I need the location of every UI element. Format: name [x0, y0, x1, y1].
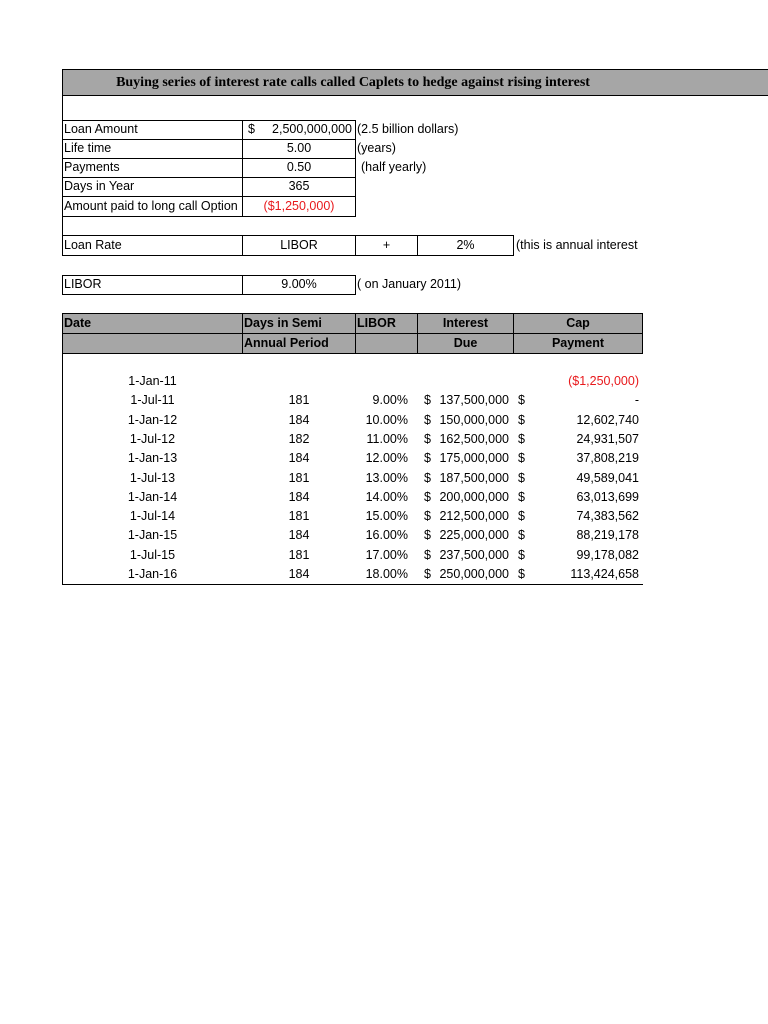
row-libor: 9.00%: [372, 393, 408, 407]
life-time-label: Life time: [64, 141, 112, 155]
row-libor: 10.00%: [365, 413, 408, 427]
row-cap-currency: $: [518, 528, 525, 542]
row-cap: 113,424,658: [570, 567, 639, 581]
libor-note: ( on January 2011): [357, 277, 461, 291]
row-libor: 14.00%: [365, 490, 408, 504]
row-interest: 187,500,000: [439, 471, 509, 485]
row-days: 184: [288, 413, 310, 427]
row-cap-currency: $: [518, 471, 525, 485]
payments-value: 0.50: [286, 160, 312, 174]
loan-rate-label: Loan Rate: [64, 238, 122, 252]
row-interest: 175,000,000: [439, 451, 509, 465]
table-bottom-border: [62, 584, 643, 585]
row-cap: 49,589,041: [576, 471, 639, 485]
row-date: 1-Jul-14: [129, 509, 176, 523]
payments-label: Payments: [64, 160, 120, 174]
libor-value: 9.00%: [281, 277, 317, 291]
header-days-line1: Days in Semi: [244, 316, 322, 330]
row-date: 1-Jul-13: [129, 471, 176, 485]
days-label: Days in Year: [64, 179, 135, 193]
row-interest: 250,000,000: [439, 567, 509, 581]
row-date: 1-Jan-13: [127, 451, 178, 465]
row-interest: 200,000,000: [439, 490, 509, 504]
row-days: 181: [288, 548, 310, 562]
row-days: 184: [288, 528, 310, 542]
loan-amount-label: Loan Amount: [64, 122, 138, 136]
row-interest-currency: $: [424, 548, 431, 562]
row-interest: 137,500,000: [439, 393, 509, 407]
row-days: 184: [288, 490, 310, 504]
row-date: 1-Jul-15: [129, 548, 176, 562]
row-interest: 150,000,000: [439, 413, 509, 427]
sheet-title: Buying series of interest rate calls called Caplets to hedge against rising interest: [116, 75, 590, 90]
row-cap-currency: [518, 372, 530, 391]
row-cap-currency: $: [518, 451, 525, 465]
header-cap-line2: Payment: [551, 336, 605, 350]
row-cap: ($1,250,000): [568, 374, 639, 388]
header-interest-line2: Due: [453, 336, 478, 350]
row-days: 184: [288, 567, 310, 581]
row-interest: [436, 372, 509, 391]
row-date: 1-Jan-12: [127, 413, 178, 427]
life-time-note: (years): [357, 141, 396, 155]
header-date: Date: [64, 316, 92, 330]
row-date: 1-Jan-14: [127, 490, 178, 504]
row-interest: 237,500,000: [439, 548, 509, 562]
loan-rate-left-border: [62, 217, 63, 235]
header-days-line2: Annual Period: [244, 336, 329, 350]
libor-label: LIBOR: [64, 277, 102, 291]
loan-amount-value: 2,500,000,000: [272, 122, 352, 136]
row-date: 1-Jul-12: [129, 432, 176, 446]
row-interest-currency: $: [424, 471, 431, 485]
row-libor: 18.00%: [365, 567, 408, 581]
row-interest-currency: $: [424, 567, 431, 581]
header-interest-line1: Interest: [442, 316, 489, 330]
header-libor: LIBOR: [357, 316, 396, 330]
days-value: 365: [288, 179, 310, 193]
header-cap-line1: Cap: [566, 316, 590, 330]
row-cap: 99,178,082: [576, 548, 639, 562]
row-cap: 24,931,507: [576, 432, 639, 446]
row-libor: 13.00%: [365, 471, 408, 485]
row-date: 1-Jan-11: [128, 374, 177, 388]
row-libor: 17.00%: [365, 548, 408, 562]
loan-rate-spread: 2%: [456, 238, 475, 252]
row-interest-currency: $: [424, 432, 431, 446]
payments-note: (half yearly): [361, 160, 427, 174]
row-interest: 212,500,000: [439, 509, 509, 523]
row-cap-currency: $: [518, 413, 525, 427]
premium-value: ($1,250,000): [263, 199, 335, 213]
loan-rate-note: (this is annual interest: [516, 238, 638, 252]
header2-libor-cell: [355, 333, 418, 354]
loan-amount-currency: $: [248, 122, 255, 136]
row-libor: 16.00%: [365, 528, 408, 542]
loan-rate-op: +: [382, 238, 391, 252]
row-cap: 63,013,699: [576, 490, 639, 504]
row-cap-currency: $: [518, 509, 525, 523]
row-cap-currency: $: [518, 393, 525, 407]
row-interest-currency: $: [424, 528, 431, 542]
header2-date-cell: [62, 333, 243, 354]
row-libor: 12.00%: [365, 451, 408, 465]
row-interest-currency: $: [424, 451, 431, 465]
row-days: 181: [288, 393, 310, 407]
row-cap: 12,602,740: [576, 413, 639, 427]
row-interest-currency: $: [424, 413, 431, 427]
row-cap: 74,383,562: [576, 509, 639, 523]
row-days: 181: [288, 471, 310, 485]
row-cap: -: [634, 393, 639, 407]
row-date: 1-Jan-16: [127, 567, 178, 581]
row-interest-currency: $: [424, 509, 431, 523]
row-interest: 162,500,000: [439, 432, 509, 446]
row-cap-currency: $: [518, 548, 525, 562]
row-cap-currency: $: [518, 567, 525, 581]
row-days: [242, 372, 356, 391]
loan-rate-base: LIBOR: [280, 238, 318, 252]
loan-amount-note: (2.5 billion dollars): [357, 122, 459, 136]
row-days: 184: [288, 451, 310, 465]
row-date: 1-Jan-15: [127, 528, 178, 542]
life-time-value: 5.00: [286, 141, 312, 155]
row-libor: [355, 372, 408, 391]
row-interest-currency: $: [424, 490, 431, 504]
row-interest: 225,000,000: [439, 528, 509, 542]
premium-label: Amount paid to long call Option: [64, 199, 238, 213]
row-days: 181: [288, 509, 310, 523]
row-cap: 88,219,178: [576, 528, 639, 542]
row-interest-currency: [424, 372, 436, 391]
row-libor: 11.00%: [366, 432, 408, 446]
row-cap: 37,808,219: [576, 451, 639, 465]
row-cap-currency: $: [518, 432, 525, 446]
row-cap-currency: $: [518, 490, 525, 504]
row-days: 182: [288, 432, 310, 446]
row-interest-currency: $: [424, 393, 431, 407]
row-date: 1-Jul-11: [130, 393, 175, 407]
row-libor: 15.00%: [365, 509, 408, 523]
